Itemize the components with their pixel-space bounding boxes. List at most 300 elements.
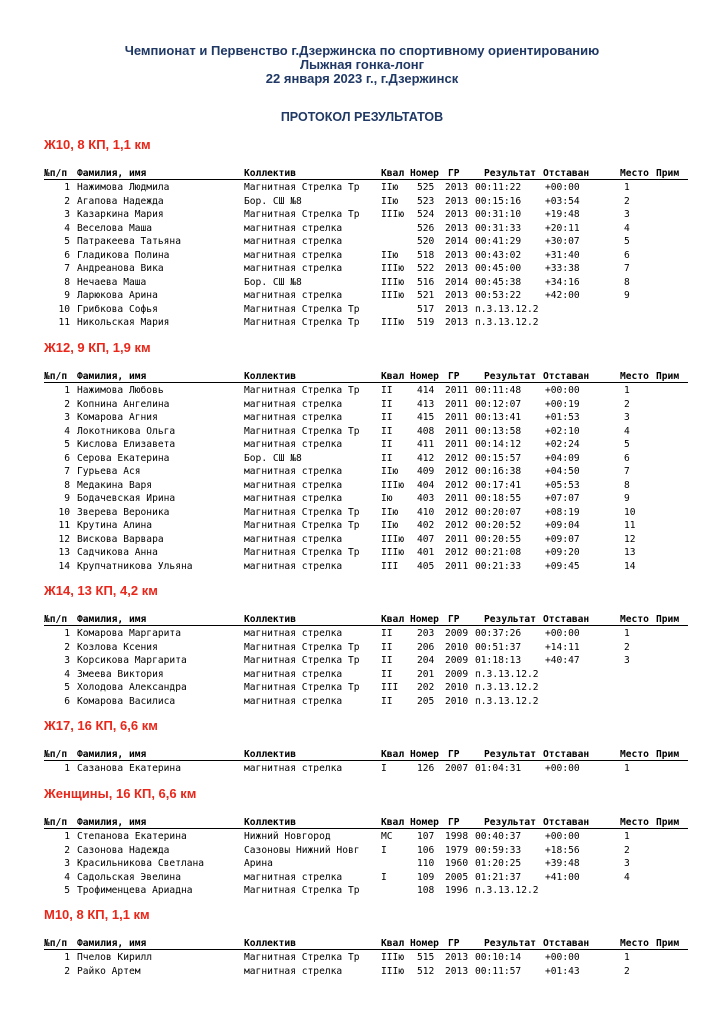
cell-qual: IIIю [381,533,405,545]
cell-name: Нажимова Людмила [77,182,170,193]
cell-result: п.3.13.12.2 [475,682,539,693]
cell-result: 00:11:48 [475,385,522,396]
cell-year: 2014 [445,236,469,247]
header-rule [44,828,688,829]
cell-gap: +09:07 [545,533,580,545]
cell-bib: 202 [417,682,435,693]
cell-num: 5 [64,439,70,450]
cell-team: магнитная стрелка [244,290,343,301]
cell-num: 11 [58,317,70,328]
cell-bib: 403 [417,493,435,504]
column-header-place: Место [620,749,649,760]
cell-year: 1996 [445,885,469,896]
column-header-num: №п/п [44,938,68,949]
cell-qual: III [381,560,399,572]
cell-gap: +03:54 [545,195,580,207]
cell-num: 1 [64,763,70,774]
cell-num: 6 [64,452,70,464]
cell-year: 2011 [445,412,469,423]
column-header-bib: Номер [410,817,439,828]
cell-gap: +18:56 [545,844,580,856]
cell-result: 00:18:55 [475,493,522,504]
cell-place: 9 [624,290,630,301]
column-header-note: Прим [656,614,680,625]
cell-num: 2 [64,398,70,410]
cell-place: 2 [624,195,630,207]
cell-place: 7 [624,263,630,274]
cell-place: 5 [624,439,630,450]
cell-team: магнитная стрелка [244,412,343,423]
cell-result: 01:18:13 [475,655,522,666]
column-header-name: Фамилия, имя [77,938,147,949]
cell-gap: +00:00 [545,831,580,842]
cell-place: 6 [624,452,630,464]
cell-num: 4 [64,222,70,234]
cell-result: 00:37:26 [475,628,522,639]
column-header-gap: Отставан [543,817,590,828]
cell-qual: I [381,871,387,883]
cell-num: 7 [64,263,70,274]
cell-qual: II [381,668,393,680]
cell-name: Корсикова Маргарита [77,655,187,666]
cell-qual: II [381,641,393,653]
cell-name: Крупчатникова Ульяна [77,560,193,572]
cell-place: 3 [624,655,630,666]
cell-year: 2011 [445,439,469,450]
cell-bib: 109 [417,871,435,883]
cell-team: Магнитная Стрелка Тр [244,952,360,963]
cell-result: 00:15:57 [475,452,522,464]
cell-num: 8 [64,276,70,288]
column-header-name: Фамилия, имя [77,817,147,828]
cell-gap: +09:45 [545,560,580,572]
cell-team: Бор. СШ №8 [244,452,302,464]
cell-result: 00:20:52 [475,520,522,531]
cell-gap: +39:48 [545,858,580,869]
column-header-note: Прим [656,938,680,949]
cell-team: магнитная стрелка [244,222,343,234]
cell-gap: +20:11 [545,222,580,234]
column-header-bib: Номер [410,371,439,382]
cell-gap: +01:53 [545,412,580,423]
cell-qual: IIю [381,195,399,207]
cell-year: 2011 [445,493,469,504]
cell-name: Комарова Маргарита [77,628,181,639]
cell-bib: 412 [417,452,435,464]
cell-num: 11 [58,520,70,531]
cell-team: Магнитная Стрелка Тр [244,317,360,328]
cell-year: 2011 [445,398,469,410]
cell-bib: 410 [417,506,435,518]
cell-num: 1 [64,831,70,842]
column-header-name: Фамилия, имя [77,168,147,179]
cell-year: 2013 [445,952,469,963]
cell-name: Козлова Ксения [77,641,158,653]
cell-result: 00:51:37 [475,641,522,653]
column-header-num: №п/п [44,817,68,828]
column-header-note: Прим [656,371,680,382]
cell-place: 1 [624,385,630,396]
cell-gap: +01:43 [545,965,580,977]
cell-name: Комарова Василиса [77,695,176,707]
group-title: Ж10, 8 КП, 1,1 км [44,137,151,152]
cell-team: Магнитная Стрелка Тр [244,682,360,693]
cell-gap: +33:38 [545,263,580,274]
cell-year: 2009 [445,628,469,639]
cell-year: 2012 [445,547,469,558]
group-title: Женщины, 16 КП, 6,6 км [44,786,197,801]
cell-num: 5 [64,682,70,693]
cell-num: 2 [64,965,70,977]
cell-bib: 204 [417,655,435,666]
cell-bib: 108 [417,885,435,896]
cell-result: 01:21:37 [475,871,522,883]
column-header-qual: Квал [381,938,405,949]
cell-num: 3 [64,858,70,869]
column-header-place: Место [620,817,649,828]
cell-team: Магнитная Стрелка Тр [244,425,360,437]
cell-gap: +04:09 [545,452,580,464]
cell-place: 4 [624,871,630,883]
column-header-num: №п/п [44,371,68,382]
cell-place: 9 [624,493,630,504]
column-header-place: Место [620,938,649,949]
cell-qual: I [381,844,387,856]
cell-name: Змеева Виктория [77,668,164,680]
cell-bib: 415 [417,412,435,423]
cell-num: 10 [58,303,70,315]
cell-num: 2 [64,641,70,653]
cell-bib: 126 [417,763,435,774]
column-header-num: №п/п [44,749,68,760]
cell-result: п.3.13.12.2 [475,668,539,680]
cell-qual: II [381,425,393,437]
cell-place: 1 [624,628,630,639]
cell-name: Зверева Вероника [77,506,170,518]
cell-name: Степанова Екатерина [77,831,187,842]
header-rule [44,625,688,626]
cell-team: Магнитная Стрелка Тр [244,520,360,531]
cell-year: 2013 [445,249,469,261]
column-header-team: Коллектив [244,371,296,382]
cell-bib: 110 [417,858,435,869]
cell-gap: +19:48 [545,209,580,220]
cell-gap: +05:53 [545,479,580,491]
cell-name: Райко Артем [77,965,141,977]
cell-gap: +00:00 [545,763,580,774]
cell-num: 5 [64,236,70,247]
cell-bib: 515 [417,952,435,963]
cell-name: Комарова Агния [77,412,158,423]
cell-gap: +30:07 [545,236,580,247]
cell-year: 2013 [445,290,469,301]
cell-name: Бодачевская Ирина [77,493,176,504]
cell-place: 3 [624,412,630,423]
cell-gap: +00:00 [545,952,580,963]
cell-team: магнитная стрелка [244,263,343,274]
cell-name: Трофименцева Ариадна [77,885,193,896]
cell-qual: IIIю [381,479,405,491]
cell-gap: +09:04 [545,520,580,531]
cell-result: 00:13:58 [475,425,522,437]
column-header-note: Прим [656,817,680,828]
cell-name: Казаркина Мария [77,209,164,220]
cell-result: 00:43:02 [475,249,522,261]
cell-year: 2010 [445,682,469,693]
cell-place: 2 [624,844,630,856]
cell-qual: МС [381,831,393,842]
cell-qual: II [381,412,393,423]
cell-gap: +40:47 [545,655,580,666]
cell-place: 7 [624,466,630,477]
cell-team: магнитная стрелка [244,965,343,977]
cell-qual: IIIю [381,317,405,328]
cell-name: Медакина Варя [77,479,153,491]
column-header-year: ГР [448,749,460,760]
column-header-year: ГР [448,371,460,382]
cell-bib: 201 [417,668,435,680]
column-header-qual: Квал [381,371,405,382]
cell-result: 00:17:41 [475,479,522,491]
cell-year: 2012 [445,520,469,531]
cell-result: 00:21:33 [475,560,522,572]
column-header-name: Фамилия, имя [77,371,147,382]
cell-team: Магнитная Стрелка Тр [244,303,360,315]
column-header-bib: Номер [410,938,439,949]
cell-year: 2010 [445,641,469,653]
cell-qual: I [381,763,387,774]
cell-name: Садольская Эвелина [77,871,181,883]
column-header-gap: Отставан [543,168,590,179]
cell-year: 2013 [445,209,469,220]
cell-team: Магнитная Стрелка Тр [244,182,360,193]
group-title: М10, 8 КП, 1,1 км [44,907,150,922]
cell-year: 2013 [445,263,469,274]
cell-gap: +00:00 [545,182,580,193]
cell-team: магнитная стрелка [244,871,343,883]
cell-bib: 523 [417,195,435,207]
cell-num: 4 [64,871,70,883]
cell-result: 00:59:33 [475,844,522,856]
cell-name: Гурьева Ася [77,466,141,477]
column-header-bib: Номер [410,614,439,625]
header-rule [44,382,688,383]
cell-num: 2 [64,844,70,856]
cell-bib: 519 [417,317,435,328]
cell-qual: IIIю [381,276,405,288]
cell-year: 2013 [445,317,469,328]
cell-result: п.3.13.12.2 [475,303,539,315]
cell-team: магнитная стрелка [244,493,343,504]
cell-year: 2013 [445,965,469,977]
cell-qual: IIю [381,520,399,531]
cell-name: Кислова Елизавета [77,439,176,450]
cell-name: Агапова Надежда [77,195,164,207]
cell-team: магнитная стрелка [244,695,343,707]
cell-qual: IIIю [381,965,405,977]
cell-team: магнитная стрелка [244,628,343,639]
cell-place: 2 [624,965,630,977]
cell-num: 3 [64,412,70,423]
cell-place: 8 [624,479,630,491]
column-header-team: Коллектив [244,749,296,760]
cell-place: 6 [624,249,630,261]
cell-bib: 402 [417,520,435,531]
cell-place: 1 [624,182,630,193]
cell-num: 6 [64,695,70,707]
cell-bib: 517 [417,303,435,315]
cell-team: магнитная стрелка [244,398,343,410]
cell-num: 9 [64,290,70,301]
cell-result: 00:15:16 [475,195,522,207]
cell-year: 2013 [445,182,469,193]
cell-name: Крутина Алина [77,520,153,531]
cell-place: 3 [624,209,630,220]
cell-team: Магнитная Стрелка Тр [244,655,360,666]
cell-year: 1998 [445,831,469,842]
cell-bib: 408 [417,425,435,437]
cell-bib: 526 [417,222,435,234]
cell-team: Магнитная Стрелка Тр [244,209,360,220]
cell-name: Нечаева Маша [77,276,147,288]
cell-name: Садчикова Анна [77,547,158,558]
cell-result: 00:20:07 [475,506,522,518]
cell-name: Нажимова Любовь [77,385,164,396]
cell-name: Сазанова Екатерина [77,763,181,774]
cell-result: 00:20:55 [475,533,522,545]
cell-result: 00:11:57 [475,965,522,977]
cell-team: магнитная стрелка [244,439,343,450]
cell-bib: 407 [417,533,435,545]
cell-gap: +02:10 [545,425,580,437]
cell-team: магнитная стрелка [244,533,343,545]
cell-place: 1 [624,952,630,963]
cell-year: 2009 [445,668,469,680]
column-header-team: Коллектив [244,168,296,179]
column-header-team: Коллектив [244,938,296,949]
cell-num: 12 [58,533,70,545]
cell-bib: 525 [417,182,435,193]
column-header-place: Место [620,168,649,179]
cell-gap: +02:24 [545,439,580,450]
event-title: Чемпионат и Первенство г.Дзержинска по спортивному ориентированию [124,43,600,58]
column-header-name: Фамилия, имя [77,614,147,625]
cell-gap: +41:00 [545,871,580,883]
cell-team: Магнитная Стрелка Тр [244,547,360,558]
cell-name: Красильникова Светлана [77,858,205,869]
cell-num: 4 [64,425,70,437]
column-header-note: Прим [656,168,680,179]
column-header-name: Фамилия, имя [77,749,147,760]
cell-bib: 205 [417,695,435,707]
cell-team: Бор. СШ №8 [244,195,302,207]
cell-name: Веселова Маша [77,222,153,234]
cell-place: 14 [624,560,636,572]
cell-bib: 409 [417,466,435,477]
cell-num: 9 [64,493,70,504]
cell-bib: 106 [417,844,435,856]
cell-place: 13 [624,547,636,558]
column-header-num: №п/п [44,168,68,179]
cell-team: Нижний Новгород [244,831,331,842]
cell-num: 4 [64,668,70,680]
cell-year: 2012 [445,479,469,491]
cell-num: 2 [64,195,70,207]
cell-team: магнитная стрелка [244,560,343,572]
cell-year: 2013 [445,303,469,315]
header-rule [44,179,688,180]
cell-bib: 413 [417,398,435,410]
cell-qual: II [381,655,393,666]
cell-result: п.3.13.12.2 [475,317,539,328]
column-header-result: Результат [484,168,536,179]
cell-place: 2 [624,641,630,653]
cell-team: Магнитная Стрелка Тр [244,385,360,396]
column-header-year: ГР [448,614,460,625]
cell-name: Ларюкова Арина [77,290,158,301]
column-header-bib: Номер [410,168,439,179]
column-header-team: Коллектив [244,817,296,828]
cell-name: Локотникова Ольга [77,425,176,437]
cell-qual: IIю [381,249,399,261]
cell-team: магнитная стрелка [244,236,343,247]
column-header-team: Коллектив [244,614,296,625]
cell-bib: 401 [417,547,435,558]
cell-gap: +00:00 [545,628,580,639]
column-header-qual: Квал [381,614,405,625]
cell-place: 10 [624,506,636,518]
cell-team: Бор. СШ №8 [244,276,302,288]
cell-result: 00:21:08 [475,547,522,558]
cell-qual: II [381,452,393,464]
cell-result: 00:11:22 [475,182,522,193]
cell-year: 1960 [445,858,469,869]
cell-qual: IIю [381,182,399,193]
column-header-gap: Отставан [543,614,590,625]
cell-team: магнитная стрелка [244,763,343,774]
cell-bib: 520 [417,236,435,247]
cell-bib: 518 [417,249,435,261]
column-header-result: Результат [484,938,536,949]
column-header-gap: Отставан [543,938,590,949]
cell-year: 2013 [445,222,469,234]
cell-bib: 206 [417,641,435,653]
cell-team: Магнитная Стрелка Тр [244,641,360,653]
cell-year: 2005 [445,871,469,883]
cell-year: 2013 [445,195,469,207]
column-header-place: Место [620,614,649,625]
cell-team: магнитная стрелка [244,479,343,491]
cell-year: 2009 [445,655,469,666]
cell-place: 12 [624,533,636,545]
column-header-qual: Квал [381,817,405,828]
cell-name: Пчелов Кирилл [77,952,153,963]
column-header-bib: Номер [410,749,439,760]
cell-num: 8 [64,479,70,491]
column-header-place: Место [620,371,649,382]
cell-qual: II [381,695,393,707]
cell-result: 00:41:29 [475,236,522,247]
cell-num: 5 [64,885,70,896]
cell-team: магнитная стрелка [244,668,343,680]
cell-bib: 404 [417,479,435,491]
cell-bib: 521 [417,290,435,301]
cell-gap: +08:19 [545,506,580,518]
event-subtitle: Лыжная гонка-лонг [299,57,425,72]
cell-gap: +09:20 [545,547,580,558]
cell-bib: 516 [417,276,435,288]
cell-num: 1 [64,952,70,963]
